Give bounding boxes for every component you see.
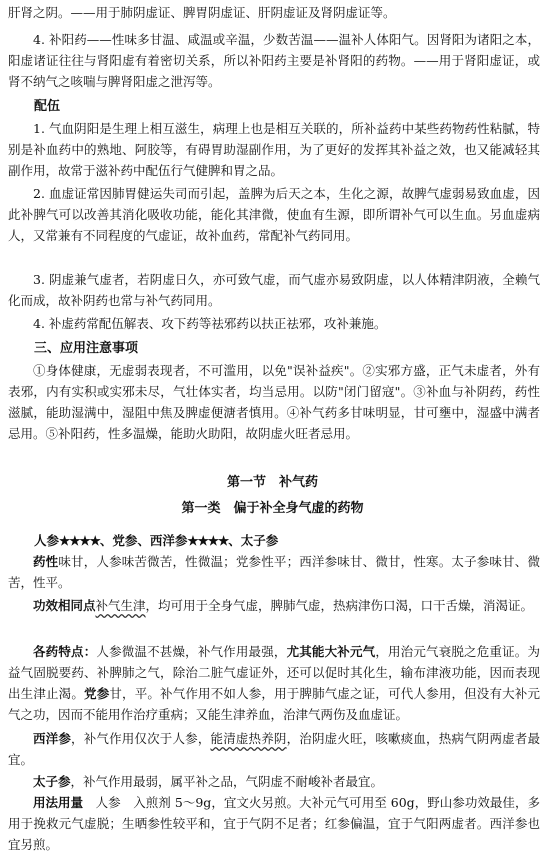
herb-properties bbox=[8, 551, 540, 593]
features-text-c: ，用治元气衰脱之危重证。为益气固脱要药、补脾肺之气，除治二脏气虚证外，还可以促时其化生，输布津液功能，因而表现出生津止渴。 bbox=[8, 644, 540, 701]
herb-common-effects bbox=[8, 595, 540, 616]
peiwu-item-1: 1. 气血阴阳是生理上相互滋生，病理上也是相互关联的，所补益药中某些药物药性粘腻，特别是补血药中的熟地、阿胶等，有碍胃助湿副作用，为了更好的发挥其补益之效，也又能减轻其副作用，故常于滋补药中配伍行气健脾和胃之品。 bbox=[8, 121, 540, 178]
features-text-e: 甘，平。补气作用不如人参，用于脾肺气虚之证，可代人参用，但没有大补元气之功，因而不能用作治疗重病；又能生津养血，治津气两伤及血虚证。 bbox=[8, 686, 540, 722]
taizishen-label: 太子参 bbox=[33, 774, 71, 789]
features-emphasis: 尤其能大补元气 bbox=[286, 644, 376, 659]
herb-features bbox=[8, 641, 540, 725]
taizishen-text: ，补气作用最弱，属平补之品，气阴虚不耐峻补者最宜。 bbox=[70, 774, 384, 789]
taizishen-paragraph bbox=[8, 771, 540, 792]
usage-label: 用法用量 bbox=[33, 795, 84, 810]
section-title: 第一节 补气药 bbox=[226, 475, 318, 490]
peiwu-item-2: 2. 血虚证常因肺胃健运失司而引起，盖脾为后天之本，生化之源，故脾气虚弱易致血虚，因此补脾气可以改善其消化吸收功能，能化其津微，使血有生源，即所谓补气可以生血。另血虚病人，又常兼有不同程度的气虚证，故补血药，常配补气药同用。 bbox=[8, 186, 540, 243]
class-title: 第一类 偏于补全身气虚的药物 bbox=[181, 501, 364, 516]
rating-stars: ★★★★ bbox=[59, 533, 100, 548]
properties-label: 药性 bbox=[33, 554, 59, 569]
usage-dosage-paragraph bbox=[8, 792, 540, 855]
herb-list-title bbox=[34, 530, 534, 551]
tonify-yang-paragraph: 4. 补阳药——性味多甘温、咸温或辛温，少数苦温——温补人体阳气。因肾阳为诸阳之本，阳虚诸证往往与肾阳虚有着密切关系，所以补阳药主要是补肾阳的药物。——用于肾阳虚证，或肾不纳气之咳喘与脾肾阳虚之泄泻等。 bbox=[8, 32, 540, 89]
xiyangshen-underlined: 能清虚热养阴 bbox=[210, 731, 287, 746]
peiwu-heading: 配伍 bbox=[34, 99, 61, 114]
usage-text: 人参 入煎剂 5～9g，宜文火另煎。大补元气可用至 60g，野山参功效最佳，多用于挽救元气虚脱；生晒参性较平和，宜于气阴不足者；红参偏温，宜于气阳两虚者。西洋参也宜另煎。 bbox=[8, 795, 540, 852]
herb-ginseng: 人参 bbox=[34, 533, 60, 548]
properties-text: 味甘，人参味苦微苦，性微温；党参性平；西洋参味甘、微甘，性寒。太子参味甘、微苦，性平。 bbox=[8, 554, 540, 590]
xiyangshen-label: 西洋参 bbox=[33, 731, 72, 746]
effects-underlined: 补气生津 bbox=[95, 598, 146, 613]
xiyangshen-paragraph bbox=[8, 728, 540, 770]
xiyangshen-text-b: ，治阴虚火旺，咳嗽痰血，热病气阴两虚者最宜。 bbox=[8, 731, 540, 767]
precautions-paragraph: ①身体健康，无虚弱表现者，不可滥用，以免"误补益疾"。②实邪方盛，正气未虚者，外有表邪，内有实积或实邪未尽，气壮体实者，均当忌用。以防"闭门留寇"。③补血与补阴药，药性滋腻，能助湿满中，湿阻中焦及脾虚便溏者慎用。④补气药多甘味明显，甘可壅中，湿盛中满者忌用。⑤补阳药，性多温燥，能助火助阳，故阴虚火旺者忌用。 bbox=[8, 363, 540, 441]
xiyangshen-text-a: ，补气作用仅次于人参， bbox=[71, 731, 211, 746]
dangshen-label: 党参 bbox=[84, 686, 110, 701]
effects-label: 功效相同点 bbox=[33, 598, 96, 613]
features-text-a: 人参微温不甚燥，补气作用最强， bbox=[96, 644, 287, 659]
peiwu-item-3: 3. 阴虚兼气虚者，若阴虚日久，亦可致气虚，而气虚亦易致阴虚，以人体精津阴液，全赖气化而成，故补阴药也常与补气药同用。 bbox=[8, 272, 540, 308]
herb-list-end: 、太子参 bbox=[228, 533, 279, 548]
herb-list-mid: 、党参、西洋参 bbox=[99, 533, 188, 548]
section3-heading: 三、应用注意事项 bbox=[34, 341, 139, 356]
rating-stars-2: ★★★★ bbox=[187, 533, 229, 548]
intro-line: 肝肾之阴。——用于肺阴虚证、脾胃阴虚证、肝阴虚证及肾阴虚证等。 bbox=[8, 5, 396, 20]
features-label: 各药特点： bbox=[33, 644, 97, 659]
effects-text: ，均可用于全身气虚，脾肺气虚，热病津伤口渴，口干舌燥，消渴证。 bbox=[145, 598, 534, 613]
peiwu-item-4: 4. 补虚药常配伍解表、攻下药等祛邪药以扶正祛邪，攻补兼施。 bbox=[33, 316, 387, 331]
